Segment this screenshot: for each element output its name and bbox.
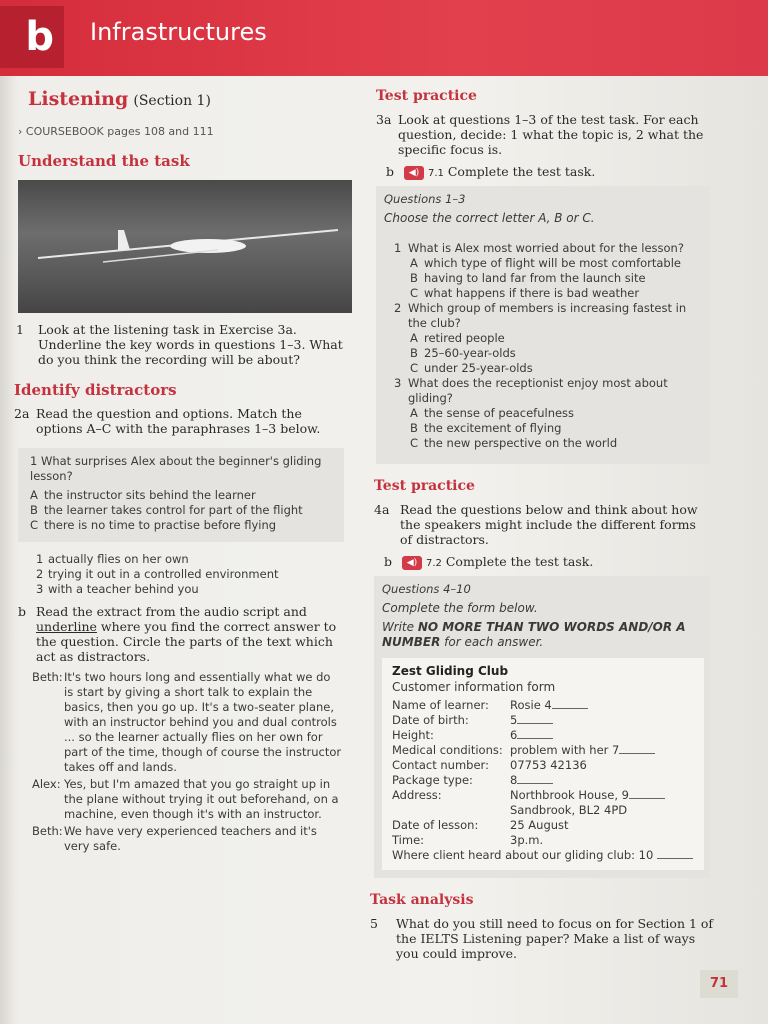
exercise-3b-number: b xyxy=(386,164,395,179)
question-option: C under 25-year-olds xyxy=(410,361,533,375)
box-option: B the learner takes control for part of the flight xyxy=(30,503,303,517)
exercise-3a-number: 3a xyxy=(376,112,392,127)
questions-4-10-title: Questions 4–10 xyxy=(382,582,471,596)
form-row: Time: 3p.m. xyxy=(392,833,544,847)
exercise-1-number: 1 xyxy=(16,322,24,337)
exercise-3b-text: Complete the test task. xyxy=(447,164,596,179)
paraphrase-item: 3 with a teacher behind you xyxy=(36,582,199,596)
questions-1-3-list xyxy=(394,241,698,451)
answer-blank[interactable] xyxy=(552,698,588,709)
exercise-2b-text-cont: where you find the correct answer to the question. Circle the parts of the text which act as distractors. xyxy=(36,619,337,664)
questions-1-3-title: Questions 1–3 xyxy=(384,192,466,206)
question-item: 1 What is Alex most worried about for the lesson? xyxy=(394,241,684,255)
question-item: 3 What does the receptionist enjoy most about gliding? xyxy=(394,376,668,405)
test-practice-heading-1: Test practice xyxy=(376,88,477,104)
script-line: Alex: Yes, but I'm amazed that you go straight up in the plane without trying it out beforehand, on a machine, even though it's with an instructor. xyxy=(32,777,339,821)
exercise-5-text: What do you still need to focus on for Section 1 of the IELTS Listening paper? Make a list of ways you could improve. xyxy=(396,916,714,961)
unit-header xyxy=(0,0,768,76)
paraphrase-list xyxy=(36,552,336,597)
answer-blank[interactable] xyxy=(629,788,665,799)
questions-4-10-instruction: Complete the form below. xyxy=(382,601,538,615)
form-row-last: Where client heard about our gliding club: 10 xyxy=(392,848,702,863)
exercise-3a xyxy=(376,112,704,157)
question-option: B having to land far from the launch site xyxy=(410,271,646,285)
exercise-4b-text: Complete the test task. xyxy=(445,554,594,569)
understand-heading: Understand the task xyxy=(18,152,190,170)
form-row: Address: Northbrook House, 9 xyxy=(392,788,702,803)
form-title: Zest Gliding Club xyxy=(392,664,509,678)
paraphrase-item: 2 trying it out in a controlled environment xyxy=(36,567,279,581)
box-option: A the instructor sits behind the learner xyxy=(30,488,256,502)
form-row: Medical conditions: problem with her 7 xyxy=(392,743,702,758)
glider-photo xyxy=(18,180,352,313)
form-row: Date of birth: 5 xyxy=(392,713,702,728)
unit-badge: b xyxy=(0,6,64,68)
answer-blank[interactable] xyxy=(619,743,655,754)
form-row: Sandbrook, BL2 4PD xyxy=(510,803,628,817)
answer-blank[interactable] xyxy=(517,773,553,784)
exercise-3b xyxy=(386,164,706,181)
form-row: Package type: 8 xyxy=(392,773,702,788)
page-number: 71 xyxy=(700,970,738,998)
audio-icon[interactable]: ◀) xyxy=(404,166,424,180)
questions-1-3-instruction: Choose the correct letter A, B or C. xyxy=(384,211,595,225)
task-analysis-heading: Task analysis xyxy=(370,892,474,908)
exercise-2b-text: Read the extract from the audio script and xyxy=(36,604,307,619)
exercise-2a-text: Read the question and options. Match the options A–C with the paraphrases 1–3 below. xyxy=(36,406,321,436)
exercise-2a-number: 2a xyxy=(14,406,30,421)
audio-icon[interactable]: ◀) xyxy=(402,556,422,570)
questions-4-10-rule: Write NO MORE THAN TWO WORDS AND/OR A NUMBER for each answer. xyxy=(382,620,686,649)
form-rows xyxy=(392,698,702,863)
question-option: B 25–60-year-olds xyxy=(410,346,516,360)
question-item: 2 Which group of members is increasing fastest in the club? xyxy=(394,301,687,330)
underline-word: underline xyxy=(36,619,97,634)
exercise-2b-number: b xyxy=(18,604,27,619)
form-row: Date of lesson: 25 August xyxy=(392,818,569,832)
exercise-4b xyxy=(384,554,704,571)
exercise-4a-number: 4a xyxy=(374,502,390,517)
form-subtitle: Customer information form xyxy=(392,680,556,694)
listening-heading xyxy=(28,88,348,110)
box-options xyxy=(30,488,335,533)
exercise-5 xyxy=(370,916,714,961)
audio-script xyxy=(32,670,342,854)
question-option: A retired people xyxy=(410,331,505,345)
paraphrase-item: 1 actually flies on her own xyxy=(36,552,189,566)
question-option: C the new perspective on the world xyxy=(410,436,618,450)
glider-icon xyxy=(18,180,352,313)
question-option: B the excitement of flying xyxy=(410,421,562,435)
form-row: Contact number: 07753 42136 xyxy=(392,758,587,772)
exercise-4b-number: b xyxy=(384,554,393,569)
script-line: Beth: We have very experienced teachers and it's very safe. xyxy=(32,824,317,853)
listening-section: (Section 1) xyxy=(133,93,211,109)
form-row: Height: 6 xyxy=(392,728,702,743)
track-number: 7.1 xyxy=(427,168,444,179)
track-number: 7.2 xyxy=(425,558,442,569)
question-option: C what happens if there is bad weather xyxy=(410,286,640,300)
exercise-4a-text: Read the questions below and think about how the speakers might include the different forms of distractors. xyxy=(400,502,698,547)
question-option: A the sense of peacefulness xyxy=(410,406,575,420)
unit-title: Infrastructures xyxy=(90,18,267,46)
exercise-1 xyxy=(16,322,346,367)
form-row: Name of learner: Rosie 4 xyxy=(392,698,702,713)
box-question: 1 What surprises Alex about the beginner's gliding lesson? xyxy=(30,454,322,483)
exercise-1-text: Look at the listening task in Exercise 3a. Underline the key words in questions 1–3. What do you think the recording will be about? xyxy=(38,322,343,367)
question-option: A which type of flight will be most comfortable xyxy=(410,256,682,270)
listening-title: Listening xyxy=(28,88,129,110)
exercise-3a-text: Look at questions 1–3 of the test task. For each question, decide: 1 what the topic is, 2 what the specific focus is. xyxy=(398,112,704,157)
answer-blank[interactable] xyxy=(517,713,553,724)
exercise-2b xyxy=(18,604,344,664)
answer-blank[interactable] xyxy=(517,728,553,739)
exercise-2a xyxy=(14,406,344,436)
test-practice-heading-2: Test practice xyxy=(374,478,475,494)
identify-heading: Identify distractors xyxy=(14,381,177,399)
script-line: Beth: It's two hours long and essentially what we do is start by giving a short talk to explain the basics, then you go up. It's a two-seater plane, with an instructor behind you and dual controls ... so the learner actually flies on her own for part of the time, though of course the instructor takes off and lands. xyxy=(32,670,342,774)
coursebook-ref: › COURSEBOOK pages 108 and 111 xyxy=(18,125,214,138)
exercise-4a xyxy=(374,502,708,547)
answer-blank[interactable] xyxy=(657,848,693,859)
exercise-5-number: 5 xyxy=(370,916,378,931)
box-option: C there is no time to practise before flying xyxy=(30,518,277,532)
